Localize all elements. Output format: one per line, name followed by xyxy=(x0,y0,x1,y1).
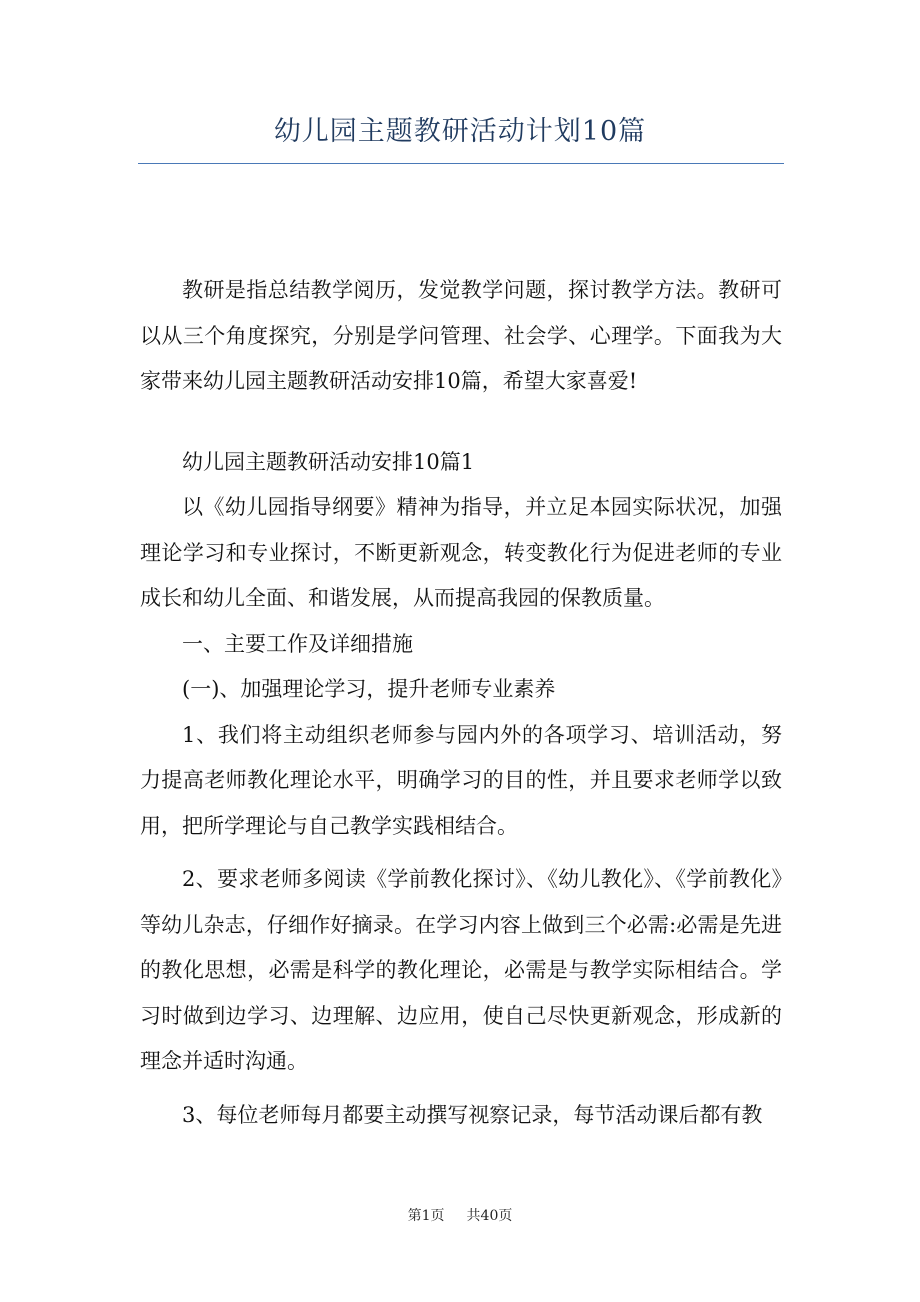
title-divider xyxy=(138,163,784,164)
page-number: 第1页 xyxy=(407,1208,445,1224)
page-footer xyxy=(0,1206,920,1226)
subsection-heading: (一)、加强理论学习，提升老师专业素养 xyxy=(182,677,556,701)
subsection-heading: 一、主要工作及详细措施 xyxy=(182,631,413,656)
list-item-paragraph: 1、我们将主动组织老师参与园内外的各项学习、培训活动，努力提高老师教化理论水平，明确学习的目的性，并且要求老师学以致用，把所学理论与自己教学实践相结合。 xyxy=(140,722,782,838)
document-title: 幼儿园主题教研活动计划10篇 xyxy=(273,116,647,147)
paragraph-spacer xyxy=(140,1085,782,1093)
document-body xyxy=(140,268,782,1138)
section-heading: 幼儿园主题教研活动安排10篇1 xyxy=(182,449,475,474)
paragraph-spacer xyxy=(140,405,782,440)
intro-paragraph: 教研是指总结教学阅历，发觉教学问题，探讨教学方法。教研可以从三个角度探究，分别是学问管理、社会学、心理学。下面我为大家带来幼儿园主题教研活动安排10篇，希望大家喜爱! xyxy=(140,278,782,393)
paragraph-spacer xyxy=(140,849,782,857)
list-item-paragraph: 3、每位老师每月都要主动撰写视察记录，每节活动课后都有教 xyxy=(182,1102,763,1127)
list-item-paragraph: 2、要求老师多阅读《学前教化探讨》、《幼儿教化》、《学前教化》等幼儿杂志，仔细作好摘录。在学习内容上做到三个必需:必需是先进的教化思想，必需是科学的教化理论，必需是与教学实际相结合。学习时做到边学习、边理解、边应用，使自己尽快更新观念，形成新的理念并适时沟通。 xyxy=(140,867,782,1073)
page-total: 共40页 xyxy=(466,1208,513,1224)
body-paragraph: 以《幼儿园指导纲要》精神为指导，并立足本园实际状况，加强理论学习和专业探讨，不断更新观念，转变教化行为促进老师的专业成长和幼儿全面、和谐发展，从而提高我园的保教质量。 xyxy=(140,495,782,610)
